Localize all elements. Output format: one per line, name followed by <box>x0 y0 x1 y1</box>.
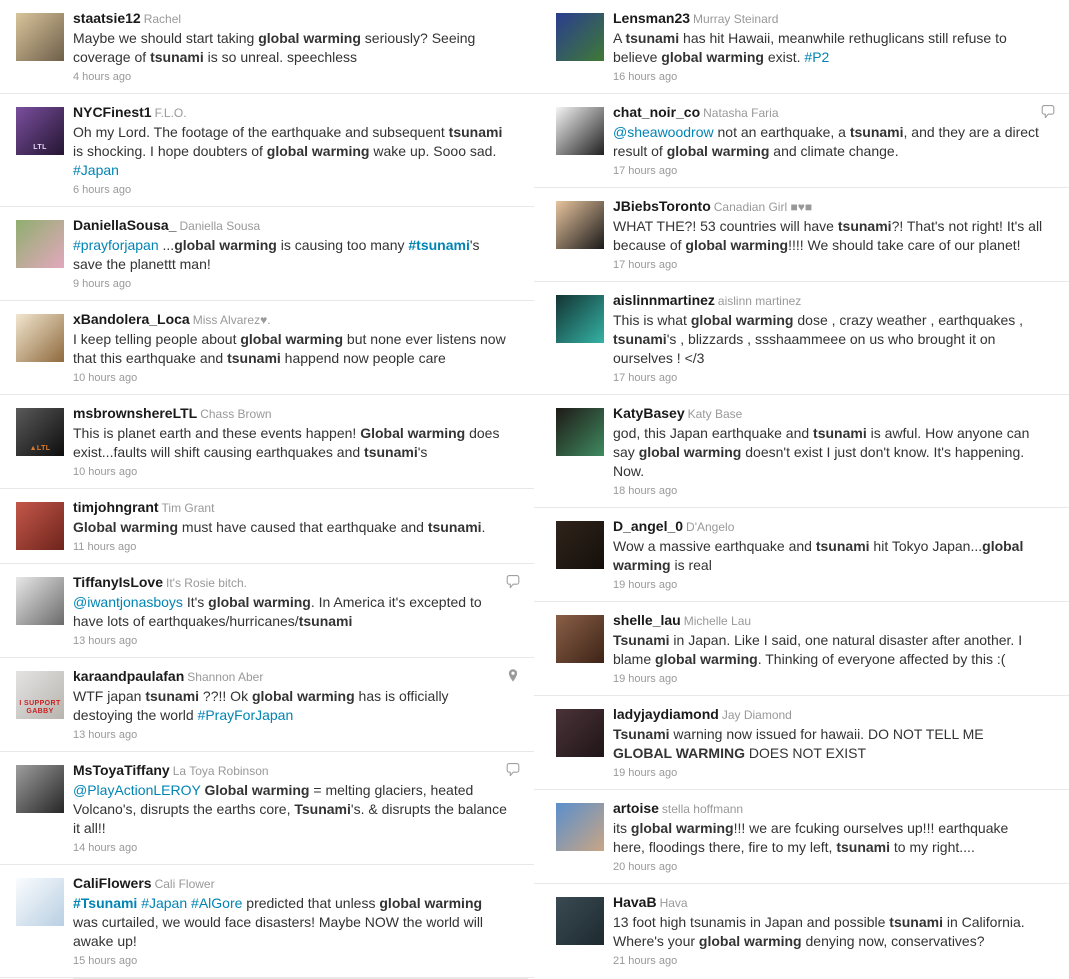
avatar[interactable] <box>16 577 64 625</box>
avatar[interactable] <box>556 521 604 569</box>
username-link[interactable]: CaliFlowers <box>73 875 152 891</box>
display-name: La Toya Robinson <box>172 764 269 778</box>
text-segment: A <box>613 30 626 46</box>
tweet-content <box>73 217 522 292</box>
text-segment: must have caused that earthquake and <box>178 519 428 535</box>
tweet-header <box>613 405 1043 423</box>
tweet-timestamp[interactable]: 17 hours ago <box>613 372 678 384</box>
tweet-text <box>73 123 508 180</box>
tweet-content <box>73 875 522 969</box>
display-name: Hava <box>659 896 688 910</box>
tweet-column-left <box>0 0 534 967</box>
text-segment: . In America it's excepted to have lots of earthquakes/hurricanes/ <box>73 594 482 629</box>
text-segment: 's , blizzards , ssshaammeee on us who brought it on ourselves ! </3 <box>613 331 996 366</box>
text-segment: tsunami <box>613 331 667 347</box>
text-segment: Tsunami <box>294 801 351 817</box>
text-segment: tsunami <box>227 350 281 366</box>
display-name: Tim Grant <box>161 501 215 515</box>
display-name: Canadian Girl ■♥■ <box>713 200 813 214</box>
tweet-item <box>534 602 1069 696</box>
text-segment: . Thinking of everyone affected by this :( <box>757 651 1006 667</box>
text-segment: global warming <box>630 820 734 836</box>
tweet-item <box>534 696 1069 790</box>
text-segment: This is what <box>613 312 691 328</box>
tweet-item <box>0 489 534 564</box>
tweet-content <box>73 574 522 649</box>
tweet-item <box>0 207 534 301</box>
tweet-header <box>73 405 508 423</box>
display-name: Shannon Aber <box>187 670 264 684</box>
tweet-header <box>613 894 1043 912</box>
text-segment: = melting glaciers, heated Volcano's, disrupts the earths core, <box>73 782 474 817</box>
text-segment: GLOBAL WARMING <box>613 745 745 761</box>
mention-link[interactable]: @iwantjonasboys <box>73 594 183 610</box>
text-segment: Maybe we should start taking <box>73 30 259 46</box>
tweet-corner-icon-slot <box>1041 518 1055 533</box>
display-name: F.L.O. <box>154 106 187 120</box>
tweet-timestamp[interactable]: 10 hours ago <box>73 466 138 478</box>
text-segment: ??!! Ok <box>199 688 252 704</box>
tweet-timestamp[interactable]: 19 hours ago <box>613 579 678 591</box>
username-link[interactable]: JBiebsToronto <box>613 198 711 214</box>
text-segment: Oh my Lord. The footage of the earthquake and subsequent <box>73 124 449 140</box>
text-segment: dose , crazy weather , earthquakes , <box>793 312 1024 328</box>
display-name: Rachel <box>143 12 182 26</box>
text-segment: hit Tokyo Japan... <box>869 538 983 554</box>
text-segment: predicted that unless <box>242 895 380 911</box>
display-name: Cali Flower <box>154 877 215 891</box>
text-segment: global warming <box>208 594 311 610</box>
text-segment: tsunami <box>448 124 503 140</box>
tweet-corner-icon-slot <box>506 217 520 232</box>
tweet-text <box>73 29 508 67</box>
text-segment: tsunami <box>813 425 867 441</box>
tweet-corner-icon-slot <box>1041 405 1055 420</box>
text-segment: !!! we are fcuking ourselves up!!! earthquake here, floodings there, fire to my left, <box>613 820 1009 855</box>
display-name: Murray Steinard <box>693 12 779 26</box>
display-name: stella hoffmann <box>661 802 744 816</box>
tweet-timestamp[interactable]: 17 hours ago <box>613 165 678 177</box>
text-segment: Global warming <box>73 519 179 535</box>
avatar[interactable] <box>16 107 64 155</box>
username-link[interactable]: msbrownshereLTL <box>73 405 198 421</box>
tweet-header <box>613 612 1043 630</box>
text-segment: denying now, conservatives? <box>801 933 985 949</box>
reply-bubble-icon[interactable] <box>506 762 520 777</box>
avatar[interactable] <box>16 878 64 926</box>
tweet-text <box>73 236 508 274</box>
tweet-content <box>73 668 522 743</box>
tweet-text <box>73 518 508 537</box>
avatar[interactable] <box>16 671 64 719</box>
avatar[interactable] <box>556 107 604 155</box>
tweet-corner-icon-slot <box>506 574 520 589</box>
avatar-label: I SUPPORT GABBY <box>19 700 61 715</box>
tweet-item <box>534 790 1069 884</box>
hashtag-link[interactable]: #prayforjapan <box>73 237 159 253</box>
tweet-column-right <box>534 0 1069 967</box>
tweet-item <box>0 865 534 978</box>
text-segment: its <box>613 820 631 836</box>
text-segment: wake up. Sooo sad. <box>369 143 497 159</box>
display-name: Miss Alvarez♥. <box>192 313 271 327</box>
tweet-corner-icon-slot <box>506 668 520 683</box>
text-segment: to my right.... <box>890 839 975 855</box>
tweet-corner-icon-slot <box>506 762 520 777</box>
tweet-header <box>73 217 508 235</box>
tweet-corner-icon-slot <box>1041 292 1055 307</box>
tweet-corner-icon-slot <box>506 311 520 326</box>
tweet-text <box>73 781 508 838</box>
text-segment: global warming <box>666 143 770 159</box>
text-segment: tsunami <box>150 49 204 65</box>
tweet-corner-icon-slot <box>1041 612 1055 627</box>
avatar[interactable] <box>16 408 64 456</box>
username-link[interactable]: staatsie12 <box>73 10 141 26</box>
display-name: aislinn martinez <box>717 294 802 308</box>
reply-bubble-icon[interactable] <box>506 574 520 589</box>
hashtag-link[interactable]: #PrayForJapan <box>197 707 294 723</box>
tweet-text <box>73 593 508 631</box>
avatar[interactable] <box>556 709 604 757</box>
reply-bubble-icon[interactable] <box>1041 104 1055 119</box>
text-segment: global warming <box>174 237 277 253</box>
text-segment: tsunami <box>427 519 482 535</box>
tweet-item <box>534 508 1069 602</box>
tweet-header <box>613 10 1043 28</box>
display-name: D'Angelo <box>686 520 735 534</box>
tweet-header <box>73 668 508 686</box>
text-segment: in Japan. Like I said, one natural disaster after another. I blame <box>613 632 1023 667</box>
username-link[interactable]: shelle_lau <box>613 612 681 628</box>
username-link[interactable]: karaandpaulafan <box>73 668 185 684</box>
tweet-header <box>73 574 508 592</box>
text-segment: global warming <box>638 444 742 460</box>
text-segment: global warming <box>258 30 361 46</box>
avatar[interactable] <box>556 803 604 851</box>
display-name: Natasha Faria <box>703 106 779 120</box>
tweet-content <box>73 762 522 856</box>
text-segment: global warming <box>655 651 758 667</box>
tweet-text <box>613 123 1043 161</box>
tweet-corner-icon-slot <box>506 104 520 119</box>
text-segment: global warming <box>240 331 344 347</box>
tweet-item <box>0 301 534 395</box>
tweet-item <box>0 658 534 752</box>
text-segment: global warming <box>266 143 370 159</box>
tweet-item <box>534 188 1069 282</box>
username-link[interactable]: xBandolera_Loca <box>73 311 190 327</box>
tweet-timestamp[interactable]: 10 hours ago <box>73 372 138 384</box>
tweet-header <box>73 499 508 517</box>
avatar[interactable] <box>16 220 64 268</box>
text-segment: DOES NOT EXIST <box>744 745 867 761</box>
avatar[interactable] <box>556 201 604 249</box>
tweet-header <box>613 292 1043 310</box>
tweet-header <box>613 518 1043 536</box>
text-segment: in California. Where's your <box>613 914 1025 949</box>
text-segment: !!!! We should take care of our planet! <box>788 237 1021 253</box>
tweet-header <box>613 800 1043 818</box>
tweet-timestamp[interactable]: 19 hours ago <box>613 767 678 779</box>
username-link[interactable]: timjohngrant <box>73 499 159 515</box>
text-segment: ... <box>158 237 175 253</box>
tweet-timestamp[interactable]: 18 hours ago <box>613 485 678 497</box>
text-segment: happend now people care <box>280 350 446 366</box>
avatar[interactable] <box>16 13 64 61</box>
tweet-corner-icon-slot <box>1041 706 1055 721</box>
tweet-corner-icon-slot <box>506 499 520 514</box>
tweet-corner-icon-slot <box>1041 894 1055 909</box>
username-link[interactable]: artoise <box>613 800 659 816</box>
tweet-corner-icon-slot <box>1041 104 1055 119</box>
mention-link[interactable]: @PlayActionLEROY <box>73 782 201 798</box>
tweet-content <box>73 499 522 555</box>
text-segment: , and they are a direct result of <box>613 124 1039 159</box>
tweet-header <box>73 311 508 329</box>
display-name: Chass Brown <box>200 407 272 421</box>
tweet-item <box>534 0 1069 94</box>
text-segment: global warming <box>690 312 794 328</box>
text-segment: It's <box>182 594 209 610</box>
tweet-content <box>613 10 1057 85</box>
mention-link[interactable]: @sheawoodrow <box>613 124 714 140</box>
tweet-content <box>613 518 1057 593</box>
username-link[interactable]: ladyjaydiamond <box>613 706 719 722</box>
text-segment: ?! That's not right! It's all because of <box>613 218 1043 253</box>
tweet-timestamp[interactable]: 9 hours ago <box>73 278 132 290</box>
tweet-corner-icon-slot <box>1041 800 1055 815</box>
display-name: Katy Base <box>687 407 743 421</box>
avatar[interactable] <box>556 295 604 343</box>
tweet-item <box>534 884 1069 977</box>
text-segment: . <box>481 519 486 535</box>
text-segment: tsunami <box>625 30 680 46</box>
text-segment: god, this Japan earthquake and <box>613 425 814 441</box>
tweet-item <box>0 395 534 489</box>
tweet-timestamp[interactable]: 14 hours ago <box>73 842 138 854</box>
hashtag-link[interactable]: #AlGore <box>191 895 243 911</box>
text-segment: doesn't exist I just don't know. It's happening. Now. <box>613 444 1025 479</box>
tweet-text <box>73 687 508 725</box>
username-link[interactable]: TiffanyIsLove <box>73 574 163 590</box>
tweet-timestamp[interactable]: 13 hours ago <box>73 635 138 647</box>
tweet-text <box>613 819 1043 857</box>
text-segment: Global warming <box>204 782 310 798</box>
tweet-corner-icon-slot <box>1041 10 1055 25</box>
tweet-text <box>613 913 1043 951</box>
username-link[interactable]: chat_noir_co <box>613 104 701 120</box>
text-segment: tsunami <box>298 613 353 629</box>
tweet-header <box>613 198 1043 216</box>
text-segment: global warming <box>685 237 789 253</box>
avatar[interactable] <box>556 615 604 663</box>
tweet-header <box>73 875 508 893</box>
tweet-text <box>73 330 508 368</box>
tweet-timestamp[interactable]: 21 hours ago <box>613 955 678 967</box>
display-name: Michelle Lau <box>683 614 752 628</box>
tweet-content <box>613 405 1057 499</box>
text-segment: 's save the planettt man! <box>73 237 480 272</box>
text-segment: is causing too many <box>276 237 409 253</box>
tweet-header <box>613 706 1043 724</box>
text-segment: Wow a massive earthquake and <box>613 538 816 554</box>
tweet-content <box>613 104 1057 179</box>
text-segment: warning now issued for hawaii. DO NOT TELL ME <box>669 726 984 742</box>
tweet-text <box>613 311 1043 368</box>
tweet-timestamp[interactable]: 11 hours ago <box>73 541 137 553</box>
tweet-text <box>613 631 1043 669</box>
text-segment: Tsunami <box>613 632 670 648</box>
text-segment: WTF japan <box>73 688 146 704</box>
tweet-content <box>73 104 522 198</box>
text-segment: not an earthquake, a <box>713 124 850 140</box>
hashtag-link[interactable]: #P2 <box>804 49 830 65</box>
text-segment: 's <box>417 444 428 460</box>
text-segment: tsunami <box>849 124 904 140</box>
display-name: Jay Diamond <box>721 708 792 722</box>
username-link[interactable]: NYCFinest1 <box>73 104 152 120</box>
text-segment: exist. <box>763 49 805 65</box>
hashtag-link[interactable]: #tsunami <box>408 237 470 253</box>
text-segment: is shocking. I hope doubters of <box>73 143 267 159</box>
tweet-item <box>0 752 534 865</box>
text-segment: global warming <box>613 538 1024 573</box>
tweet-text <box>613 725 1043 763</box>
tweet-content <box>73 10 522 85</box>
username-link[interactable]: HavaB <box>613 894 657 910</box>
tweet-text <box>613 424 1043 481</box>
tweet-item <box>0 0 534 94</box>
tweet-content <box>613 894 1057 969</box>
tweet-content <box>613 800 1057 875</box>
tweet-item <box>534 395 1069 508</box>
text-segment: tsunami <box>145 688 200 704</box>
tweet-timestamp[interactable]: 16 hours ago <box>613 71 678 83</box>
hashtag-link[interactable]: #Japan <box>141 895 188 911</box>
username-link[interactable]: DaniellaSousa_ <box>73 217 177 233</box>
display-name: Daniella Sousa <box>179 219 261 233</box>
avatar-label: LTL <box>33 144 47 151</box>
text-segment: global warming <box>251 688 355 704</box>
tweet-item <box>0 94 534 207</box>
tweet-content <box>613 612 1057 687</box>
tweet-timestamp[interactable]: 4 hours ago <box>73 71 132 83</box>
tweet-content <box>73 311 522 386</box>
tweet-timestamp[interactable]: 15 hours ago <box>73 955 138 967</box>
tweet-item <box>534 94 1069 188</box>
tweet-timestamp[interactable]: 13 hours ago <box>73 729 138 741</box>
tweet-timestamp[interactable]: 6 hours ago <box>73 184 132 196</box>
tweet-corner-icon-slot <box>1041 198 1055 213</box>
text-segment: I keep telling people about <box>73 331 241 347</box>
tweet-text <box>613 217 1043 255</box>
text-segment: tsunami <box>815 538 870 554</box>
tweet-content <box>613 292 1057 386</box>
text-segment: global warming <box>379 895 483 911</box>
username-link[interactable]: D_angel_0 <box>613 518 684 534</box>
text-segment: tsunami <box>364 444 418 460</box>
tweet-text <box>613 29 1043 67</box>
avatar[interactable] <box>556 897 604 945</box>
text-segment: global warming <box>661 49 764 65</box>
text-segment: does exist...faults will shift causing earthquakes and <box>73 425 500 460</box>
avatar[interactable] <box>556 13 604 61</box>
avatar-label: ▲LTL <box>29 445 51 452</box>
tweet-timestamp[interactable]: 20 hours ago <box>613 861 678 873</box>
tweet-content <box>73 405 522 480</box>
text-segment: 's. & disrupts the balance it all!! <box>73 801 507 836</box>
hashtag-link[interactable]: #Japan <box>73 162 119 178</box>
tweet-content <box>613 198 1057 273</box>
tweet-header <box>73 762 508 780</box>
avatar[interactable] <box>16 314 64 362</box>
tweet-corner-icon-slot <box>506 405 520 420</box>
avatar[interactable] <box>16 765 64 813</box>
tweet-timestamp[interactable]: 17 hours ago <box>613 259 678 271</box>
text-segment: is awful. How anyone can say <box>613 425 1030 460</box>
display-name: It's Rosie bitch. <box>166 576 247 590</box>
text-segment: but none ever listens now that this earthquake and <box>73 331 506 366</box>
tweet-text <box>613 537 1043 575</box>
hashtag-link[interactable]: #Tsunami <box>73 895 138 911</box>
text-segment: This is planet earth and these events happen! <box>73 425 361 441</box>
avatar[interactable] <box>556 408 604 456</box>
text-segment: seriously? Seeing coverage of <box>73 30 476 65</box>
text-segment: 13 foot high tsunamis in Japan and possible <box>613 914 890 930</box>
tweet-item <box>0 564 534 658</box>
tweet-header <box>73 104 508 122</box>
username-link[interactable]: Lensman23 <box>613 10 691 26</box>
tweet-header <box>73 10 508 28</box>
tweet-content <box>613 706 1057 781</box>
tweet-corner-icon-slot <box>506 875 520 890</box>
text-segment: has is officially destoying the world <box>73 688 449 723</box>
text-segment: Global warming <box>360 425 466 441</box>
avatar[interactable] <box>16 502 64 550</box>
text-segment: has hit Hawaii, meanwhile rethuglicans still refuse to believe <box>613 30 1007 65</box>
tweet-header <box>613 104 1043 122</box>
text-segment: tsunami <box>837 218 892 234</box>
text-segment: is real <box>670 557 712 573</box>
username-link[interactable]: MsToyaTiffany <box>73 762 170 778</box>
text-segment: WHAT THE?! 53 countries will have <box>613 218 838 234</box>
username-link[interactable]: KatyBasey <box>613 405 685 421</box>
tweet-text <box>73 424 508 462</box>
tweet-corner-icon-slot <box>506 10 520 25</box>
text-segment: global warming <box>698 933 802 949</box>
tweet-timestamp[interactable]: 19 hours ago <box>613 673 678 685</box>
location-pin-icon[interactable] <box>506 668 520 683</box>
text-segment: and climate change. <box>769 143 899 159</box>
text-segment: is so unreal. speechless <box>203 49 358 65</box>
tweet-text <box>73 894 508 951</box>
text-segment: Tsunami <box>613 726 670 742</box>
text-segment: tsunami <box>836 839 891 855</box>
text-segment: tsunami <box>889 914 943 930</box>
username-link[interactable]: aislinnmartinez <box>613 292 715 308</box>
text-segment: was curtailed, we would face disasters! Maybe NOW the world will awake up! <box>73 914 484 949</box>
tweet-item <box>534 282 1069 395</box>
